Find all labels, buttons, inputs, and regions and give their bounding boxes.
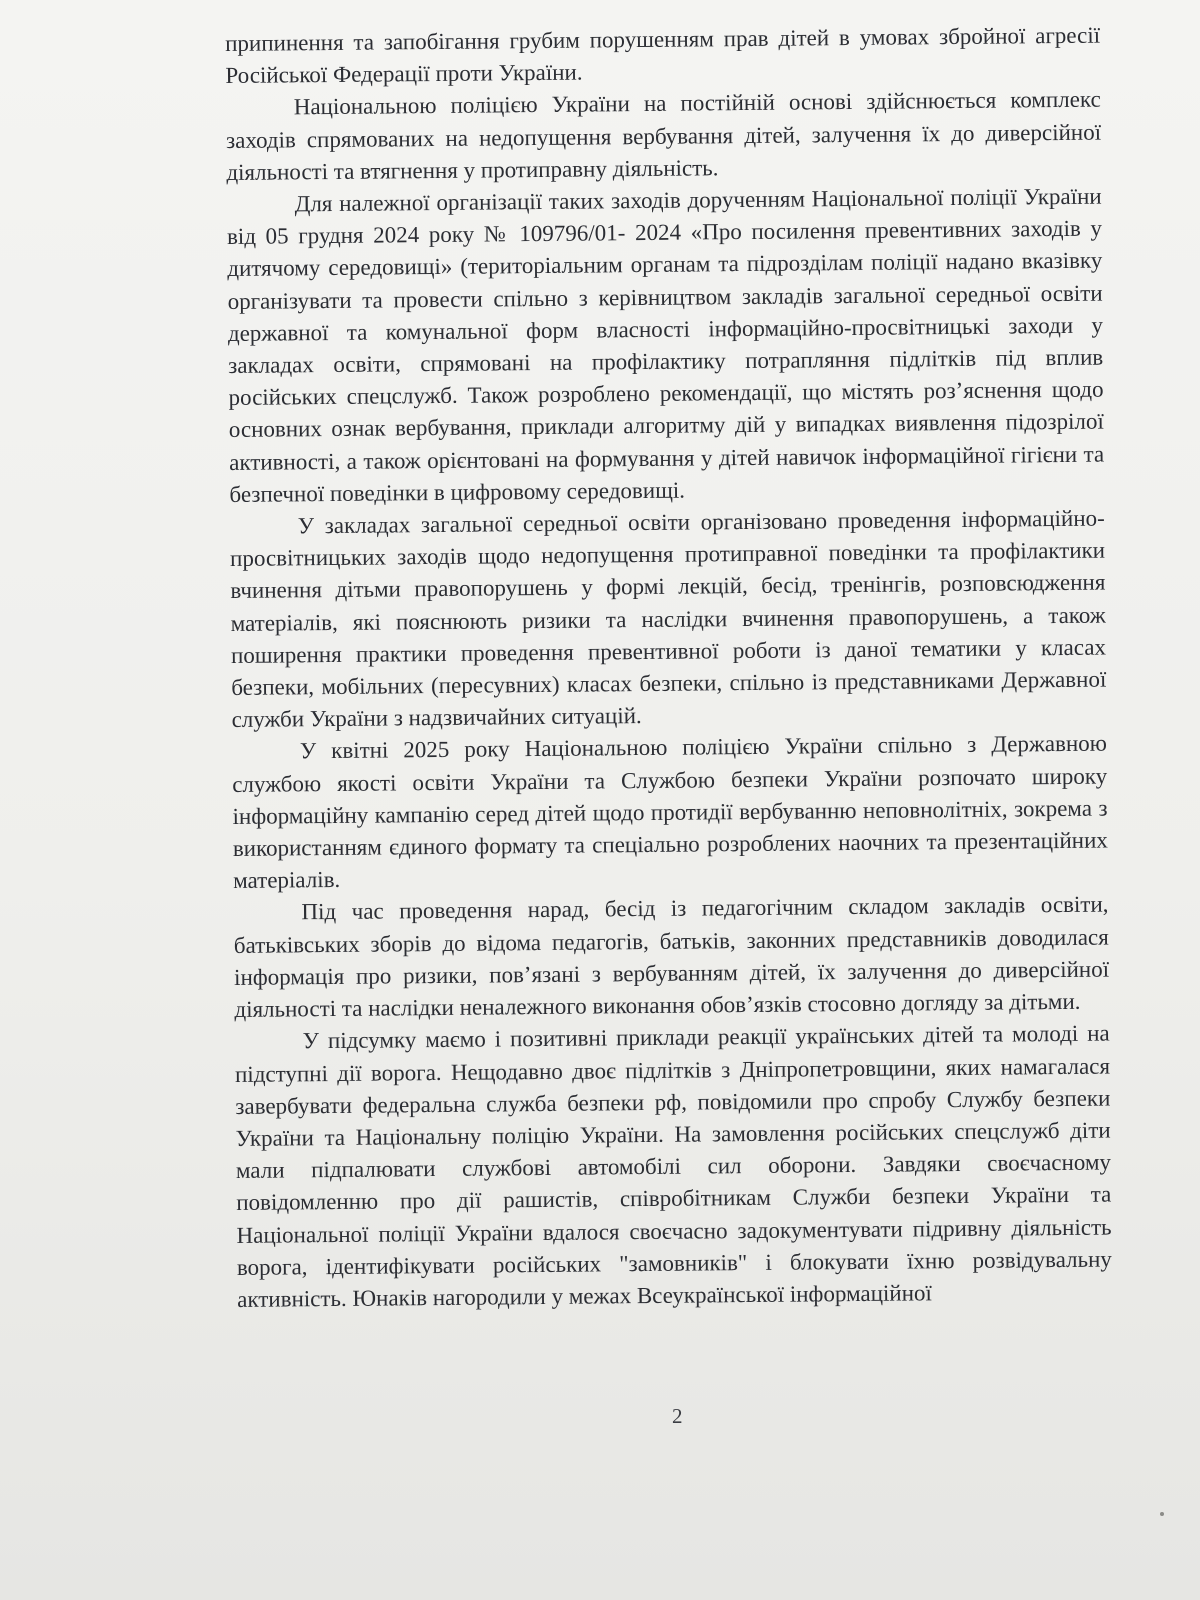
paper-speck — [1160, 1512, 1164, 1516]
paragraph-1: припинення та запобігання грубим порушенням прав дітей в умовах збройної агресії Російської Федерації проти України. — [225, 22, 1101, 89]
document-body — [225, 20, 1112, 1316]
paragraph-7: У підсумку маємо і позитивні приклади реакції українських дітей та молоді на підступні дії ворога. Нещодавно двоє підлітків з Дніпропетровщини, яких намагалася завербувати федеральна служба безпеки рф, повідомили про спробу Службу безпеки України та Національну поліцію України. На замовлення російських спецслужб діти мали підпалювати службові автомобілі сил оборони. Завдяки своєчасному повідомленню про дії рашистів, співробітникам Служби безпеки України та Національної поліції України вдалося своєчасно задокументувати підривну діяльність ворога, ідентифікувати російських "замовників" і блокувати їхню розвідувальну активність. Юнаків нагородили у межах Всеукраїнської інформаційної — [234, 1020, 1112, 1312]
paragraph-5: У квітні 2025 року Національною поліцією України спільно з Державною службою якості освіти України та Службою безпеки України розпочато широку інформаційну кампанію серед дітей щодо протидії вербуванню неповнолітніх, зокрема з використанням єдиного формату та спеціально розроблених наочних та презентаційних матеріалів. — [232, 731, 1108, 894]
paragraph-4: У закладах загальної середньої освіти організовано проведення інформаційно-просвітницьких заходів щодо недопущення протиправної поведінки та профілактики вчинення дітьми правопорушень у формі лекцій, бесід, тренінгів, розповсюдження матеріалів, які пояснюють ризики та наслідки вчинення правопорушень, а також поширення практики проведення превентивної роботи із даної тематики у класах безпеки, мобільних (пересувних) класах безпеки, спільно із представниками Державної служби України з надзвичайних ситуацій. — [229, 505, 1107, 733]
paragraph-3: Для належної організації таких заходів дорученням Національної поліції України від 05 грудня 2024 року № 109796/01- 2024 «Про посилення превентивних заходів у дитячому середовищі» (територіальним органам та підрозділам поліції надано вказівку організувати та провести спільно з керівництвом закладів загальної середньої освіти державної та комунальної форм власності інформаційно-просвітницькі заходи у закладах освіти, спрямовані на профілактику потрапляння підлітків під вплив російських спецслужб. Також розроблено рекомендації, що містять роз’яснення щодо основних ознак вербування, приклади алгоритму дій у випадках виявлення підозрілої активності, а також орієнтовані на формування у дітей навичок інформаційної гігієни та безпечної поведінки в цифровому середовищі. — [226, 183, 1105, 507]
page-number: 2 — [672, 1404, 683, 1428]
paragraph-6: Під час проведення нарад, бесід із педагогічним складом закладів освіти, батьківських зборів до відома педагогів, батьків, законних представників доводилася інформація про ризики, пов’язані з вербуванням дітей, їх залучення до диверсійної діяльності та наслідки неналежного виконання обов’язків стосовно догляду за дітьми. — [233, 892, 1110, 1023]
paragraph-2: Національною поліцією України на постійній основі здійснюється комплекс заходів спрямованих на недопущення вербування дітей, залучення їх до диверсійної діяльності та втягнення у протиправну діяльність. — [225, 87, 1102, 185]
